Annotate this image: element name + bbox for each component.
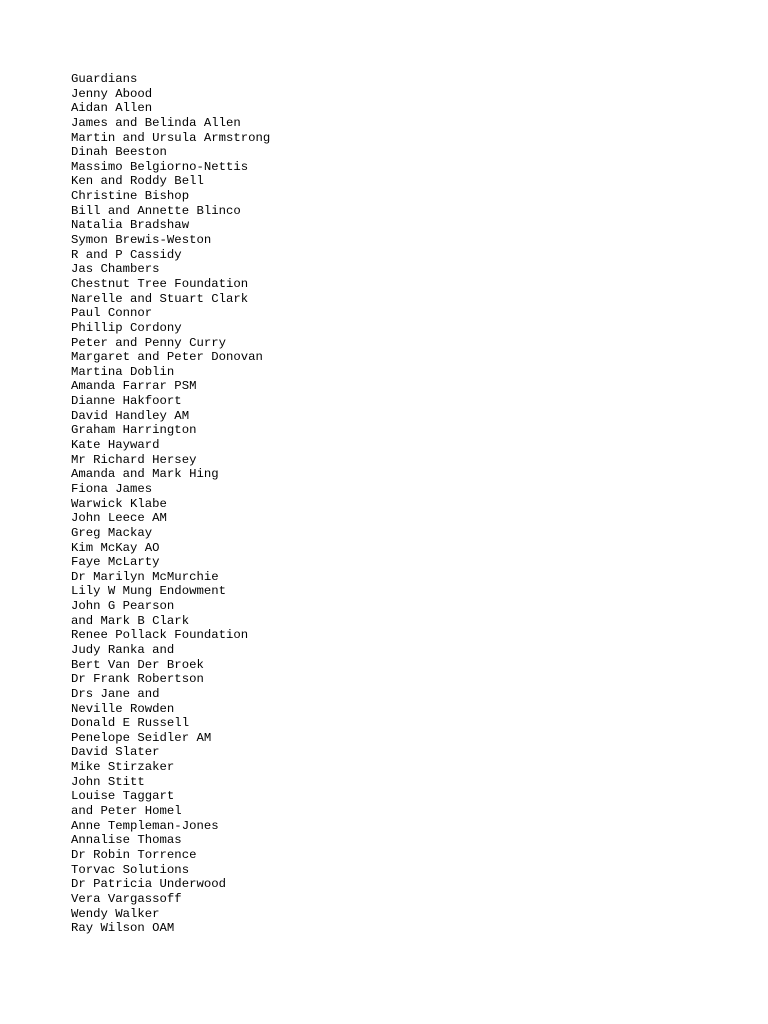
list-item: R and P Cassidy — [71, 247, 182, 262]
list-item: Warwick Klabe — [71, 496, 167, 511]
list-item: Mike Stirzaker — [71, 760, 175, 775]
list-item: Amanda and Mark Hing — [71, 467, 219, 482]
list-item: Narelle and Stuart Clark — [71, 291, 249, 306]
list-item: David Handley AM — [71, 408, 190, 423]
list-item: Donald E Russell — [71, 716, 190, 731]
list-item: Neville Rowden — [71, 701, 175, 716]
document-page — [71, 72, 270, 936]
list-item: Phillip Cordony — [71, 320, 182, 335]
list-item: Ray Wilson OAM — [71, 921, 175, 936]
list-item: Chestnut Tree Foundation — [71, 276, 249, 291]
list-item: John G Pearson — [71, 599, 175, 614]
list-item: Jas Chambers — [71, 262, 160, 277]
list-item: Dinah Beeston — [71, 145, 167, 160]
list-item: Dr Marilyn McMurchie — [71, 569, 219, 584]
list-item: Bill and Annette Blinco — [71, 203, 241, 218]
list-item: Aidan Allen — [71, 101, 153, 116]
list-item: Natalia Bradshaw — [71, 218, 190, 233]
list-item: Judy Ranka and — [71, 642, 175, 657]
list-item: Martin and Ursula Armstrong — [71, 130, 271, 145]
list-item: Torvac Solutions — [71, 862, 190, 877]
list-item: Dr Robin Torrence — [71, 847, 197, 862]
list-item: Dianne Hakfoort — [71, 394, 182, 409]
list-item: Bert Van Der Broek — [71, 657, 204, 672]
list-item: Renee Pollack Foundation — [71, 628, 249, 643]
list-item: Fiona James — [71, 481, 153, 496]
list-item: Paul Connor — [71, 306, 153, 321]
list-item: and Mark B Clark — [71, 613, 190, 628]
list-item: Greg Mackay — [71, 525, 153, 540]
list-item: Peter and Penny Curry — [71, 335, 226, 350]
list-item: David Slater — [71, 745, 160, 760]
list-item: Mr Richard Hersey — [71, 452, 197, 467]
list-item: Anne Templeman-Jones — [71, 818, 219, 833]
list-item: Dr Patricia Underwood — [71, 877, 226, 892]
list-item: Christine Bishop — [71, 189, 190, 204]
list-item: Ken and Roddy Bell — [71, 174, 204, 189]
list-item: Faye McLarty — [71, 555, 160, 570]
list-item: Massimo Belgiorno-Nettis — [71, 159, 249, 174]
list-item: Martina Doblin — [71, 364, 175, 379]
list-item: Kate Hayward — [71, 438, 160, 453]
list-item: Louise Taggart — [71, 789, 175, 804]
list-item: John Leece AM — [71, 511, 167, 526]
list-item: Kim McKay AO — [71, 540, 160, 555]
list-item: Penelope Seidler AM — [71, 730, 212, 745]
list-item: Vera Vargassoff — [71, 891, 182, 906]
list-item: Symon Brewis-Weston — [71, 233, 212, 248]
list-item: Annalise Thomas — [71, 833, 182, 848]
list-item: Jenny Abood — [71, 86, 153, 101]
list-item: Dr Frank Robertson — [71, 672, 204, 687]
list-item: Graham Harrington — [71, 423, 197, 438]
list-item: Amanda Farrar PSM — [71, 379, 197, 394]
list-item: Drs Jane and — [71, 686, 160, 701]
list-item: Margaret and Peter Donovan — [71, 350, 263, 365]
list-item: Lily W Mung Endowment — [71, 584, 226, 599]
list-item: James and Belinda Allen — [71, 115, 241, 130]
list-heading: Guardians — [71, 72, 138, 86]
list-item: and Peter Homel — [71, 804, 182, 819]
list-item: Wendy Walker — [71, 906, 160, 921]
list-item: John Stitt — [71, 774, 145, 789]
